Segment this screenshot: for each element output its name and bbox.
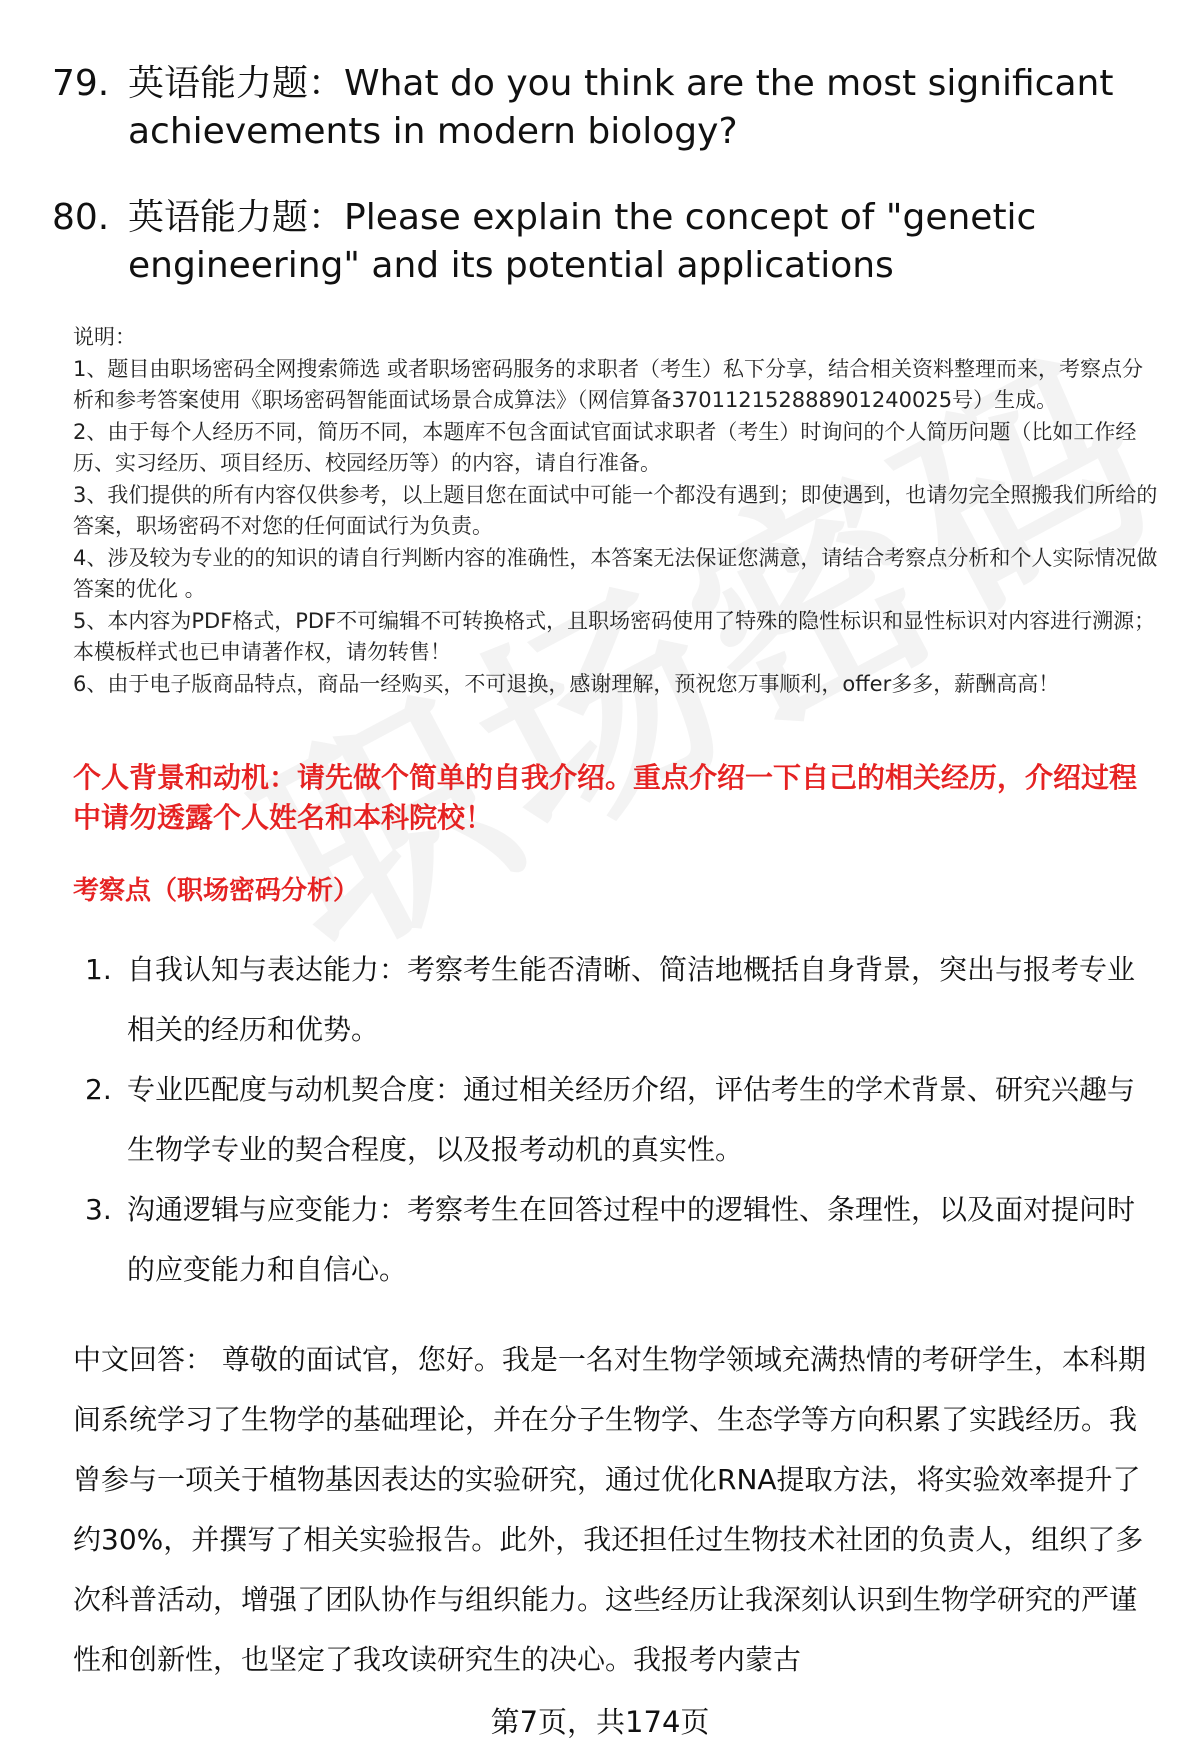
note-item: 6、由于电子版商品特点，商品一经购买，不可退换，感谢理解，预祝您万事顺利，offer多多，薪酬高高！ <box>73 671 1060 696</box>
question-number: 79. <box>52 63 110 104</box>
key-point-text: 自我认知与表达能力：考察考生能否清晰、简洁地概括自身背景，突出与报考专业相关的经历和优势。 <box>127 953 1136 1046</box>
question-item <box>52 60 1162 156</box>
answer-paragraph: 中文回答： 尊敬的面试官，您好。我是一名对生物学领域充满热情的考研学生，本科期间系统学习了生物学的基础理论，并在分子生物学、生态学等方向积累了实践经历。我曾参与一项关于植物基因表达的实验研究，通过优化RNA提取方法，将实验效率提升了约30%，并撰写了相关实验报告。此外，我还担任过生物技术社团的负责人，组织了多次科普活动，增强了团队协作与组织能力。这些经历让我深刻认识到生物学研究的严谨性和创新性，也坚定了我攻读研究生的决心。我报考内蒙古 <box>73 1343 1146 1676</box>
question-text: 英语能力题：Please explain the concept of "genetic engineering" and its potential applications <box>128 197 1037 286</box>
key-point-item <box>85 940 1160 1060</box>
key-point-number: 2. <box>85 1073 112 1106</box>
note-item: 1、题目由职场密码全网搜索筛选 或者职场密码服务的求职者（考生）私下分享，结合相关资料整理而来，考察点分析和参考答案使用《职场密码智能面试场景合成算法》（网信算备370112152888901240025号）生成。 <box>73 356 1144 412</box>
key-points-list <box>85 940 1160 1300</box>
question-text: 英语能力题：What do you think are the most significant achievements in modern biology? <box>128 63 1114 152</box>
notes-heading: 说明： <box>73 325 136 349</box>
question-number: 80. <box>52 197 110 238</box>
note-item: 2、由于每个人经历不同，简历不同，本题库不包含面试官面试求职者（考生）时询问的个人简历问题（比如工作经历、实习经历、项目经历、校园经历等）的内容，请自行准备。 <box>73 419 1137 475</box>
key-point-item <box>85 1060 1160 1180</box>
note-item: 3、我们提供的所有内容仅供参考，以上题目您在面试中可能一个都没有遇到；即使遇到，也请勿完全照搬我们所给的答案，职场密码不对您的任何面试行为负责。 <box>73 482 1158 538</box>
note-item: 5、本内容为PDF格式，PDF不可编辑不可转换格式，且职场密码使用了特殊的隐性标识和显性标识对内容进行溯源；本模板样式也已申请著作权，请勿转售！ <box>73 608 1156 664</box>
key-point-number: 1. <box>85 953 112 986</box>
interview-question-heading: 个人背景和动机：请先做个简单的自我介绍。重点介绍一下自己的相关经历，介绍过程中请勿透露个人姓名和本科院校！ <box>73 761 1138 834</box>
key-point-text: 沟通逻辑与应变能力：考察考生在回答过程中的逻辑性、条理性，以及面对提问时的应变能力和自信心。 <box>127 1193 1136 1286</box>
key-point-number: 3. <box>85 1193 112 1226</box>
notes-block <box>73 322 1163 700</box>
note-item: 4、涉及较为专业的的知识的请自行判断内容的准确性，本答案无法保证您满意，请结合考察点分析和个人实际情况做答案的优化 。 <box>73 545 1158 601</box>
key-point-item <box>85 1180 1160 1300</box>
page-number: 第7页，共174页 <box>490 1705 710 1739</box>
key-points-heading: 考察点（职场密码分析） <box>73 876 360 906</box>
key-point-text: 专业匹配度与动机契合度：通过相关经历介绍，评估考生的学术背景、研究兴趣与生物学专业的契合程度，以及报考动机的真实性。 <box>127 1073 1136 1166</box>
question-item <box>52 194 1162 290</box>
